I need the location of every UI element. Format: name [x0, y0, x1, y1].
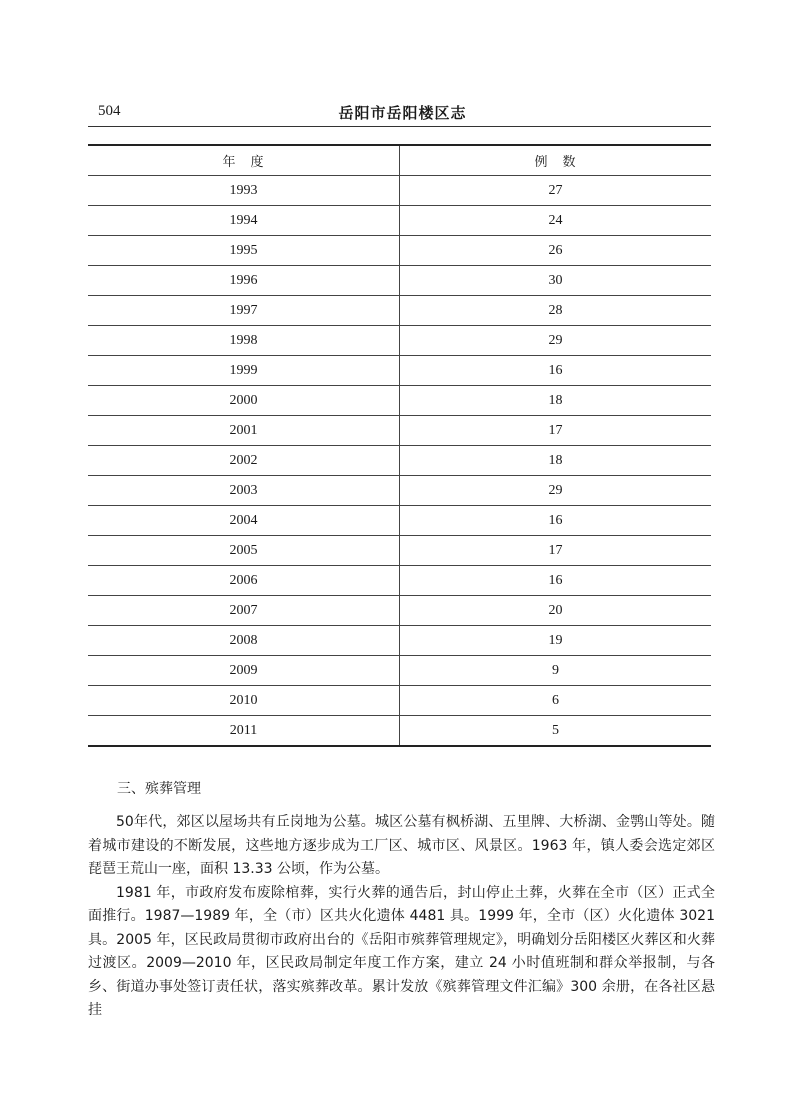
header-rule	[88, 126, 711, 127]
table-row	[88, 446, 711, 476]
cremation-table	[88, 144, 711, 747]
table-row	[88, 476, 711, 506]
count-cell: 18	[400, 386, 712, 416]
year-cell: 2002	[88, 446, 400, 476]
year-cell: 2007	[88, 596, 400, 626]
paragraph-2: 1981 年，市政府发布废除棺葬，实行火葬的通告后，封山停止土葬，火葬在全市（区）正式全面推行。1987—1989 年，全（市）区共火化遗体 4481 具。1999 年，全市（区）火化遗体 3021 具。2005 年，区民政局贯彻市政府出台的《岳阳市殡葬管理规定》，明确划分岳阳楼区火葬区和火葬过渡区。2009—2010 年，区民政局制定年度工作方案，建立 24 小时值班制和群众举报制，与各乡、街道办事处签订责任状，落实殡葬改革。累计发放《殡葬管理文件汇编》300 余册，在各社区悬挂	[88, 884, 715, 1018]
year-cell: 2006	[88, 566, 400, 596]
year-cell: 2000	[88, 386, 400, 416]
table-row	[88, 356, 711, 386]
table-row	[88, 416, 711, 446]
count-cell: 26	[400, 236, 712, 266]
year-cell: 2010	[88, 686, 400, 716]
body-text	[88, 811, 715, 1023]
section-heading: 三、殡葬管理	[117, 781, 201, 797]
year-cell: 1997	[88, 296, 400, 326]
count-cell: 29	[400, 476, 712, 506]
count-cell: 18	[400, 446, 712, 476]
year-cell: 2011	[88, 716, 400, 747]
count-cell: 16	[400, 506, 712, 536]
column-header-count: 例 数	[400, 145, 712, 176]
count-cell: 16	[400, 356, 712, 386]
table-row	[88, 506, 711, 536]
count-cell: 24	[400, 206, 712, 236]
table-row	[88, 716, 711, 747]
count-cell: 27	[400, 176, 712, 206]
count-cell: 5	[400, 716, 712, 747]
table-body	[88, 176, 711, 747]
page-number: 504	[98, 103, 121, 119]
table-row	[88, 686, 711, 716]
count-cell: 19	[400, 626, 712, 656]
table-row	[88, 326, 711, 356]
count-cell: 16	[400, 566, 712, 596]
count-cell: 17	[400, 416, 712, 446]
table-row	[88, 296, 711, 326]
year-cell: 2003	[88, 476, 400, 506]
year-cell: 2009	[88, 656, 400, 686]
year-cell: 1998	[88, 326, 400, 356]
table-header-row	[88, 145, 711, 176]
table-row	[88, 656, 711, 686]
year-cell: 2001	[88, 416, 400, 446]
table-row	[88, 596, 711, 626]
year-cell: 1999	[88, 356, 400, 386]
paragraph-1: 50年代，郊区以屋场共有丘岗地为公墓。城区公墓有枫桥湖、五里牌、大桥湖、金鹗山等处。随着城市建设的不断发展，这些地方逐步成为工厂区、城市区、风景区。1963 年，镇人委会选定郊区琵琶王荒山一座，面积 13.33 公顷，作为公墓。	[88, 814, 715, 877]
table-row	[88, 176, 711, 206]
year-cell: 2005	[88, 536, 400, 566]
year-cell: 1993	[88, 176, 400, 206]
table-row	[88, 236, 711, 266]
table-row	[88, 536, 711, 566]
count-cell: 30	[400, 266, 712, 296]
count-cell: 28	[400, 296, 712, 326]
column-header-year: 年 度	[88, 145, 400, 176]
year-cell: 2008	[88, 626, 400, 656]
table-row	[88, 386, 711, 416]
year-cell: 1994	[88, 206, 400, 236]
table-row	[88, 626, 711, 656]
table-row	[88, 566, 711, 596]
count-cell: 6	[400, 686, 712, 716]
table-row	[88, 266, 711, 296]
count-cell: 9	[400, 656, 712, 686]
count-cell: 17	[400, 536, 712, 566]
year-cell: 1995	[88, 236, 400, 266]
year-cell: 2004	[88, 506, 400, 536]
count-cell: 20	[400, 596, 712, 626]
count-cell: 29	[400, 326, 712, 356]
year-cell: 1996	[88, 266, 400, 296]
running-title: 岳阳市岳阳楼区志	[338, 104, 467, 122]
table-row	[88, 206, 711, 236]
